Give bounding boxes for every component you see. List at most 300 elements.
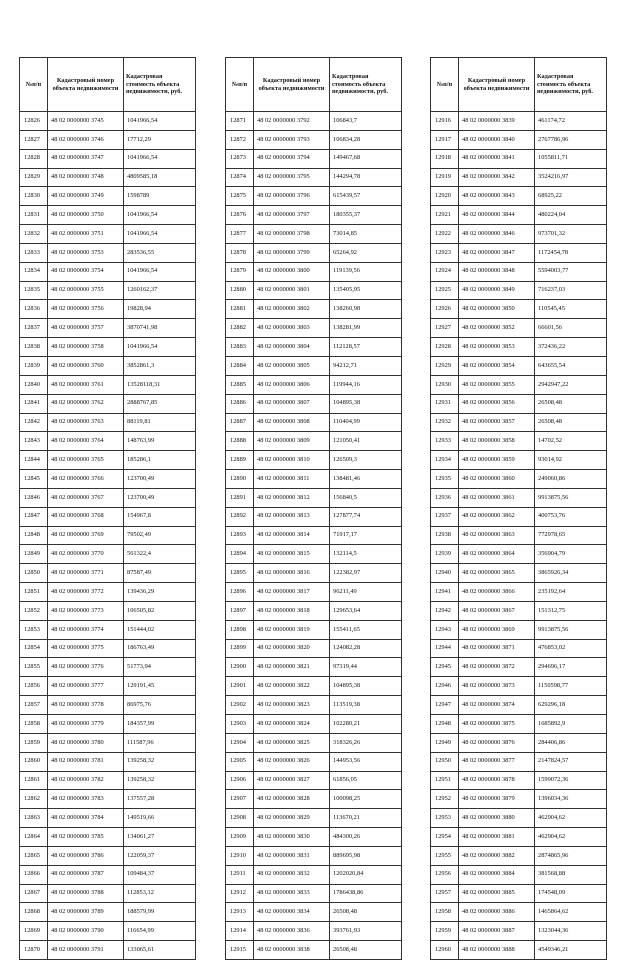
cadastral-cost: 149519,66: [124, 809, 196, 828]
cadastral-number: 48 02 0000000 3859: [459, 451, 535, 470]
table-row: [226, 846, 402, 865]
table-row: [431, 130, 607, 149]
row-number: 12939: [431, 545, 459, 564]
header-cost: Кадастровая стоимость объекта недвижимости, руб.: [124, 58, 196, 112]
table-row: [226, 413, 402, 432]
cadastral-number: 48 02 0000000 3745: [48, 112, 124, 131]
cadastral-cost: 3865926,34: [535, 564, 607, 583]
cadastral-cost: 2942947,22: [535, 375, 607, 394]
table-row: [226, 583, 402, 602]
row-number: 12957: [431, 884, 459, 903]
cadastral-cost: 113670,21: [330, 809, 402, 828]
cadastral-cost: 283536,55: [124, 243, 196, 262]
table-row: [226, 941, 402, 960]
cadastral-number: 48 02 0000000 3772: [48, 583, 124, 602]
table-row: [20, 168, 196, 187]
table-row: [226, 601, 402, 620]
cadastral-number: 48 02 0000000 3850: [459, 300, 535, 319]
cadastral-cost: 121050,41: [330, 432, 402, 451]
row-number: 12878: [226, 243, 254, 262]
cadastral-cost: 110404,99: [330, 413, 402, 432]
row-number: 12862: [20, 790, 48, 809]
cadastral-cost: 66601,56: [535, 319, 607, 338]
cadastral-number: 48 02 0000000 3865: [459, 564, 535, 583]
table-row: [431, 168, 607, 187]
cadastral-cost: 109484,37: [124, 865, 196, 884]
row-number: 12932: [431, 413, 459, 432]
cadastral-cost: 123700,49: [124, 470, 196, 489]
cadastral-number: 48 02 0000000 3832: [254, 865, 330, 884]
table-row: [431, 338, 607, 357]
table-row: [20, 884, 196, 903]
cadastral-number: 48 02 0000000 3788: [48, 884, 124, 903]
cadastral-number: 48 02 0000000 3812: [254, 488, 330, 507]
table-row: [20, 903, 196, 922]
cadastral-cost: 124082,28: [330, 639, 402, 658]
cadastral-number: 48 02 0000000 3880: [459, 809, 535, 828]
cadastral-number: 48 02 0000000 3790: [48, 922, 124, 941]
cadastral-cost: 1055811,71: [535, 149, 607, 168]
row-number: 12956: [431, 865, 459, 884]
row-number: 12904: [226, 733, 254, 752]
row-number: 12908: [226, 809, 254, 828]
cadastral-cost: 26508,48: [535, 394, 607, 413]
row-number: 12919: [431, 168, 459, 187]
table-row: [20, 790, 196, 809]
table-row: [226, 488, 402, 507]
table-row: [226, 658, 402, 677]
cadastral-cost: 110545,45: [535, 300, 607, 319]
cadastral-cost: 462904,62: [535, 828, 607, 847]
table-row: [431, 583, 607, 602]
cadastral-cost: 1150598,77: [535, 677, 607, 696]
cadastral-number: 48 02 0000000 3783: [48, 790, 124, 809]
row-number: 12917: [431, 130, 459, 149]
cadastral-number: 48 02 0000000 3750: [48, 206, 124, 225]
table-row: [20, 639, 196, 658]
row-number: 12846: [20, 488, 48, 507]
cadastral-cost: 154967,8: [124, 507, 196, 526]
row-number: 12876: [226, 206, 254, 225]
cadastral-number: 48 02 0000000 3756: [48, 300, 124, 319]
table-row: [226, 771, 402, 790]
cadastral-cost: 318326,26: [330, 733, 402, 752]
table-row: [226, 243, 402, 262]
cadastral-cost: 13528118,31: [124, 375, 196, 394]
cadastral-number: 48 02 0000000 3776: [48, 658, 124, 677]
row-number: 12885: [226, 375, 254, 394]
table-row: [20, 545, 196, 564]
cadastral-number: 48 02 0000000 3794: [254, 149, 330, 168]
cadastral-cost: 88119,81: [124, 413, 196, 432]
table-row: [431, 620, 607, 639]
cadastral-number: 48 02 0000000 3796: [254, 187, 330, 206]
cadastral-number: 48 02 0000000 3855: [459, 375, 535, 394]
cadastral-table-3: [430, 57, 607, 960]
row-number: 12898: [226, 620, 254, 639]
row-number: 12837: [20, 319, 48, 338]
cadastral-cost: 139258,32: [124, 771, 196, 790]
cadastral-number: 48 02 0000000 3754: [48, 262, 124, 281]
row-number: 12860: [20, 752, 48, 771]
cadastral-number: 48 02 0000000 3833: [254, 884, 330, 903]
cadastral-cost: 1260162,37: [124, 281, 196, 300]
cadastral-number: 48 02 0000000 3792: [254, 112, 330, 131]
cadastral-number: 48 02 0000000 3884: [459, 865, 535, 884]
cadastral-number: 48 02 0000000 3882: [459, 846, 535, 865]
cadastral-cost: 1396034,36: [535, 790, 607, 809]
row-number: 12871: [226, 112, 254, 131]
row-number: 12845: [20, 470, 48, 489]
header-num: №п/п: [226, 58, 254, 112]
cadastral-cost: 180355,37: [330, 206, 402, 225]
cadastral-number: 48 02 0000000 3836: [254, 922, 330, 941]
cadastral-cost: 1786438,86: [330, 884, 402, 903]
cadastral-number: 48 02 0000000 3753: [48, 243, 124, 262]
table-row: [20, 620, 196, 639]
cadastral-number: 48 02 0000000 3874: [459, 696, 535, 715]
cadastral-cost: 106505,82: [124, 601, 196, 620]
row-number: 12857: [20, 696, 48, 715]
cadastral-cost: 3524216,97: [535, 168, 607, 187]
row-number: 12902: [226, 696, 254, 715]
row-number: 12848: [20, 526, 48, 545]
table-row: [431, 225, 607, 244]
cadastral-cost: 102280,21: [330, 715, 402, 734]
row-number: 12856: [20, 677, 48, 696]
table-row: [431, 432, 607, 451]
cadastral-number: 48 02 0000000 3839: [459, 112, 535, 131]
row-number: 12906: [226, 771, 254, 790]
table-row: [20, 941, 196, 960]
cadastral-number: 48 02 0000000 3760: [48, 356, 124, 375]
table-row: [20, 809, 196, 828]
table-row: [226, 300, 402, 319]
row-number: 12928: [431, 338, 459, 357]
table-row: [20, 583, 196, 602]
cadastral-cost: 155411,65: [330, 620, 402, 639]
cadastral-number: 48 02 0000000 3774: [48, 620, 124, 639]
table-row: [226, 394, 402, 413]
table-row: [431, 828, 607, 847]
table-row: [431, 262, 607, 281]
table-row: [431, 394, 607, 413]
table-row: [431, 715, 607, 734]
row-number: 12914: [226, 922, 254, 941]
cadastral-number: 48 02 0000000 3761: [48, 375, 124, 394]
cadastral-cost: 134061,27: [124, 828, 196, 847]
header-cadastral: Кадастровый номер объекта недвижимости: [459, 58, 535, 112]
row-number: 12870: [20, 941, 48, 960]
cadastral-number: 48 02 0000000 3879: [459, 790, 535, 809]
table-row: [226, 187, 402, 206]
table-row: [20, 432, 196, 451]
table-row: [20, 677, 196, 696]
row-number: 12915: [226, 941, 254, 960]
table-row: [20, 564, 196, 583]
table-row: [431, 696, 607, 715]
cadastral-number: 48 02 0000000 3821: [254, 658, 330, 677]
row-number: 12938: [431, 526, 459, 545]
cadastral-number: 48 02 0000000 3795: [254, 168, 330, 187]
row-number: 12893: [226, 526, 254, 545]
row-number: 12926: [431, 300, 459, 319]
cadastral-number: 48 02 0000000 3775: [48, 639, 124, 658]
row-number: 12900: [226, 658, 254, 677]
row-number: 12955: [431, 846, 459, 865]
table-row: [20, 130, 196, 149]
table-row: [431, 300, 607, 319]
cadastral-cost: 9913875,56: [535, 488, 607, 507]
row-number: 12930: [431, 375, 459, 394]
cadastral-number: 48 02 0000000 3847: [459, 243, 535, 262]
row-number: 12833: [20, 243, 48, 262]
table-row: [226, 432, 402, 451]
cadastral-cost: 4809585,18: [124, 168, 196, 187]
table-row: [431, 809, 607, 828]
row-number: 12841: [20, 394, 48, 413]
table-row: [20, 262, 196, 281]
cadastral-number: 48 02 0000000 3828: [254, 790, 330, 809]
table-row: [431, 319, 607, 338]
row-number: 12910: [226, 846, 254, 865]
cadastral-number: 48 02 0000000 3888: [459, 941, 535, 960]
table-row: [226, 564, 402, 583]
cadastral-number: 48 02 0000000 3844: [459, 206, 535, 225]
table-row: [226, 903, 402, 922]
row-number: 12905: [226, 752, 254, 771]
table-row: [20, 356, 196, 375]
row-number: 12927: [431, 319, 459, 338]
cadastral-number: 48 02 0000000 3782: [48, 771, 124, 790]
cadastral-number: 48 02 0000000 3838: [254, 941, 330, 960]
row-number: 12864: [20, 828, 48, 847]
table-row: [226, 620, 402, 639]
cadastral-number: 48 02 0000000 3831: [254, 846, 330, 865]
table-row: [431, 187, 607, 206]
cadastral-number: 48 02 0000000 3787: [48, 865, 124, 884]
cadastral-cost: 772978,65: [535, 526, 607, 545]
cadastral-cost: 629296,18: [535, 696, 607, 715]
table-row: [431, 771, 607, 790]
cadastral-number: 48 02 0000000 3813: [254, 507, 330, 526]
cadastral-cost: 1172454,78: [535, 243, 607, 262]
cadastral-number: 48 02 0000000 3797: [254, 206, 330, 225]
cadastral-number: 48 02 0000000 3816: [254, 564, 330, 583]
table-row: [20, 225, 196, 244]
cadastral-cost: 1202020,84: [330, 865, 402, 884]
row-number: 12949: [431, 733, 459, 752]
cadastral-number: 48 02 0000000 3834: [254, 903, 330, 922]
cadastral-cost: 104895,38: [330, 394, 402, 413]
row-number: 12954: [431, 828, 459, 847]
row-number: 12831: [20, 206, 48, 225]
row-number: 12838: [20, 338, 48, 357]
cadastral-number: 48 02 0000000 3810: [254, 451, 330, 470]
table-row: [431, 639, 607, 658]
row-number: 12861: [20, 771, 48, 790]
row-number: 12844: [20, 451, 48, 470]
row-number: 12952: [431, 790, 459, 809]
row-number: 12875: [226, 187, 254, 206]
cadastral-cost: 26508,48: [330, 941, 402, 960]
cadastral-cost: 149467,68: [330, 149, 402, 168]
row-number: 12937: [431, 507, 459, 526]
row-number: 12882: [226, 319, 254, 338]
cadastral-number: 48 02 0000000 3804: [254, 338, 330, 357]
cadastral-cost: 123700,49: [124, 488, 196, 507]
cadastral-cost: 188579,99: [124, 903, 196, 922]
row-number: 12827: [20, 130, 48, 149]
table-row: [431, 564, 607, 583]
row-number: 12828: [20, 149, 48, 168]
table-row: [20, 470, 196, 489]
table-row: [226, 715, 402, 734]
cadastral-cost: 138481,46: [330, 470, 402, 489]
row-number: 12923: [431, 243, 459, 262]
row-number: 12866: [20, 865, 48, 884]
cadastral-number: 48 02 0000000 3853: [459, 338, 535, 357]
row-number: 12888: [226, 432, 254, 451]
row-number: 12850: [20, 564, 48, 583]
cadastral-cost: 127877,74: [330, 507, 402, 526]
table-row: [20, 526, 196, 545]
row-number: 12834: [20, 262, 48, 281]
table-row: [20, 488, 196, 507]
cadastral-number: 48 02 0000000 3798: [254, 225, 330, 244]
cadastral-cost: 122059,37: [124, 846, 196, 865]
table-row: [431, 903, 607, 922]
table-row: [226, 470, 402, 489]
table-row: [431, 507, 607, 526]
cadastral-number: 48 02 0000000 3858: [459, 432, 535, 451]
cadastral-cost: 112128,57: [330, 338, 402, 357]
table-row: [226, 696, 402, 715]
cadastral-cost: 135405,95: [330, 281, 402, 300]
cadastral-cost: 19828,94: [124, 300, 196, 319]
cadastral-number: 48 02 0000000 3773: [48, 601, 124, 620]
cadastral-cost: 393761,93: [330, 922, 402, 941]
row-number: 12899: [226, 639, 254, 658]
cadastral-number: 48 02 0000000 3815: [254, 545, 330, 564]
row-number: 12941: [431, 583, 459, 602]
table-row: [226, 168, 402, 187]
row-number: 12931: [431, 394, 459, 413]
cadastral-table-1: [19, 57, 196, 960]
row-number: 12944: [431, 639, 459, 658]
cadastral-cost: 144953,56: [330, 752, 402, 771]
cadastral-number: 48 02 0000000 3769: [48, 526, 124, 545]
table-row: [226, 677, 402, 696]
table-row: [20, 187, 196, 206]
cadastral-cost: 68925,22: [535, 187, 607, 206]
table-row: [431, 206, 607, 225]
row-number: 12913: [226, 903, 254, 922]
table-row: [20, 394, 196, 413]
cadastral-cost: 94212,71: [330, 356, 402, 375]
cadastral-number: 48 02 0000000 3881: [459, 828, 535, 847]
table-row: [226, 206, 402, 225]
cadastral-cost: 139436,29: [124, 583, 196, 602]
cadastral-number: 48 02 0000000 3800: [254, 262, 330, 281]
cadastral-number: 48 02 0000000 3755: [48, 281, 124, 300]
table-row: [20, 828, 196, 847]
cadastral-cost: 106834,28: [330, 130, 402, 149]
row-number: 12920: [431, 187, 459, 206]
cadastral-number: 48 02 0000000 3785: [48, 828, 124, 847]
row-number: 12929: [431, 356, 459, 375]
cadastral-number: 48 02 0000000 3841: [459, 149, 535, 168]
table-row: [431, 733, 607, 752]
cadastral-number: 48 02 0000000 3751: [48, 225, 124, 244]
cadastral-cost: 174548,09: [535, 884, 607, 903]
cadastral-cost: 113519,38: [330, 696, 402, 715]
cadastral-cost: 122382,97: [330, 564, 402, 583]
cadastral-cost: 1041966,54: [124, 338, 196, 357]
cadastral-cost: 235192,64: [535, 583, 607, 602]
table-header-row: [431, 58, 607, 112]
cadastral-number: 48 02 0000000 3878: [459, 771, 535, 790]
header-num: №п/п: [20, 58, 48, 112]
row-number: 12947: [431, 696, 459, 715]
row-number: 12942: [431, 601, 459, 620]
table-row: [431, 601, 607, 620]
cadastral-number: 48 02 0000000 3843: [459, 187, 535, 206]
cadastral-cost: 86975,76: [124, 696, 196, 715]
cadastral-number: 48 02 0000000 3857: [459, 413, 535, 432]
cadastral-number: 48 02 0000000 3869: [459, 620, 535, 639]
table-row: [226, 865, 402, 884]
cadastral-number: 48 02 0000000 3746: [48, 130, 124, 149]
row-number: 12924: [431, 262, 459, 281]
table-row: [226, 809, 402, 828]
row-number: 12953: [431, 809, 459, 828]
row-number: 12863: [20, 809, 48, 828]
row-number: 12851: [20, 583, 48, 602]
table-row: [431, 112, 607, 131]
cadastral-cost: 79502,49: [124, 526, 196, 545]
row-number: 12880: [226, 281, 254, 300]
cadastral-number: 48 02 0000000 3778: [48, 696, 124, 715]
row-number: 12840: [20, 375, 48, 394]
cadastral-cost: 2767786,96: [535, 130, 607, 149]
cadastral-number: 48 02 0000000 3767: [48, 488, 124, 507]
row-number: 12873: [226, 149, 254, 168]
cadastral-number: 48 02 0000000 3758: [48, 338, 124, 357]
row-number: 12884: [226, 356, 254, 375]
table-row: [20, 206, 196, 225]
cadastral-cost: 138260,98: [330, 300, 402, 319]
table-row: [20, 281, 196, 300]
table-row: [20, 243, 196, 262]
cadastral-cost: 9913875,56: [535, 620, 607, 639]
row-number: 12909: [226, 828, 254, 847]
cadastral-number: 48 02 0000000 3808: [254, 413, 330, 432]
row-number: 12836: [20, 300, 48, 319]
row-number: 12907: [226, 790, 254, 809]
cadastral-cost: 26508,48: [330, 903, 402, 922]
cadastral-number: 48 02 0000000 3779: [48, 715, 124, 734]
table-row: [431, 941, 607, 960]
header-num: №п/п: [431, 58, 459, 112]
row-number: 12940: [431, 564, 459, 583]
cadastral-cost: 462904,62: [535, 809, 607, 828]
cadastral-number: 48 02 0000000 3807: [254, 394, 330, 413]
cadastral-number: 48 02 0000000 3749: [48, 187, 124, 206]
cadastral-cost: 106843,7: [330, 112, 402, 131]
row-number: 12958: [431, 903, 459, 922]
table-row: [20, 752, 196, 771]
